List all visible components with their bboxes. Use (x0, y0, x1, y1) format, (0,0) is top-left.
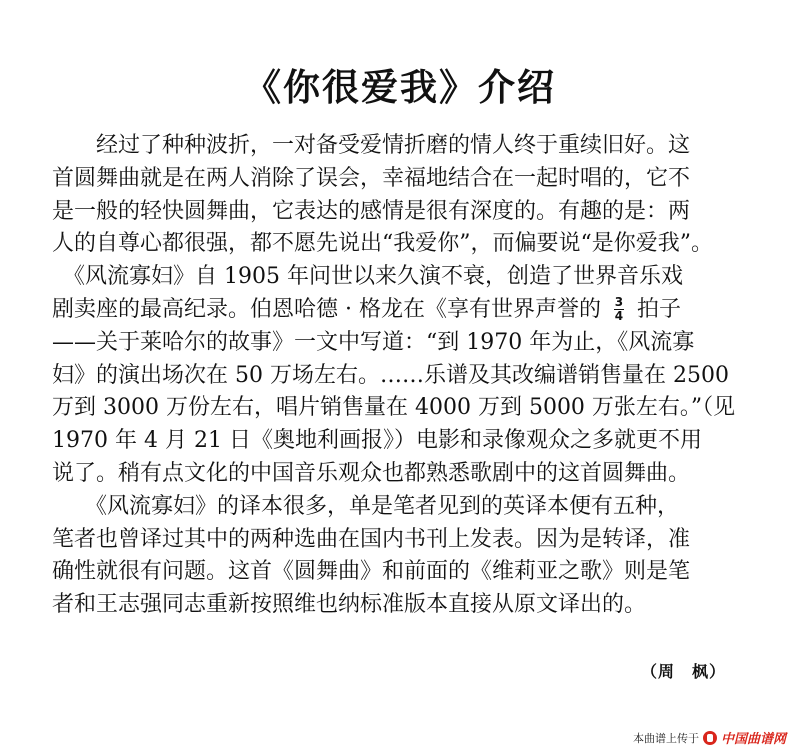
text-line: 说了。稍有点文化的中国音乐观众也都熟悉歌剧中的这首圆舞曲。 (52, 460, 691, 486)
site-name: 中国曲谱网 (720, 732, 786, 747)
text-line: 1970 年 4 月 21 日《奥地利画报》）电影和录像观众之多就更不用 (52, 428, 702, 454)
text-line: 是一般的轻快圆舞曲，它表达的感情是很有深度的。有趣的是：两 (52, 198, 691, 224)
text-line: 人的自尊心都很强，都不愿先说出“我爱你”，而偏要说“是你爱我”。 (52, 231, 713, 257)
article-body (52, 130, 752, 622)
text-line: 妇》的演出场次在 50 万场左右。……乐谱及其改编谱销售量在 2500 (52, 362, 729, 388)
author-signature: （周 枫） (640, 662, 726, 681)
text-line: 首圆舞曲就是在两人消除了误会，幸福地结合在一起时唱的，它不 (52, 165, 691, 191)
music-note-logo-icon (703, 731, 717, 745)
text-line: 者和王志强同志重新按照维也纳标准版本直接从原文译出的。 (52, 592, 647, 618)
page-title: 《你很爱我》介绍 (244, 66, 556, 109)
text-line: 经过了种种波折，一对备受爱情折磨的情人终于重续旧好。这 (52, 133, 691, 158)
text-line: 《风流寡妇》的译本很多，单是笔者见到的英译本便有五种， (52, 493, 680, 519)
text-segment: 拍子 (636, 296, 681, 322)
text-line: 万到 3000 万份左右，唱片销售量在 4000 万到 5000 万张左右。”（见 (52, 395, 736, 421)
text-segment: 剧卖座的最高纪录。伯恩哈德 · 格龙在《享有世界声誉的 (52, 296, 601, 322)
time-signature-fraction (614, 297, 624, 322)
text-line-with-fraction (52, 294, 752, 327)
fraction-numerator: 3 (614, 295, 624, 310)
upload-text: 本曲谱上传于 (632, 731, 699, 745)
site-watermark (633, 728, 786, 747)
text-line: 笔者也曾译过其中的两种选曲在国内书刊上发表。因为是转译，准 (52, 526, 691, 552)
text-line: 《风流寡妇》自 1905 年问世以来久演不衰，创造了世界音乐戏 (52, 264, 683, 290)
fraction-denominator: 4 (614, 309, 624, 324)
text-line: 确性就很有问题。这首《圆舞曲》和前面的《维莉亚之歌》则是笔 (52, 559, 691, 585)
text-line: ——关于莱哈尔的故事》一文中写道：“到 1970 年为止，《风流寡 (52, 329, 695, 355)
